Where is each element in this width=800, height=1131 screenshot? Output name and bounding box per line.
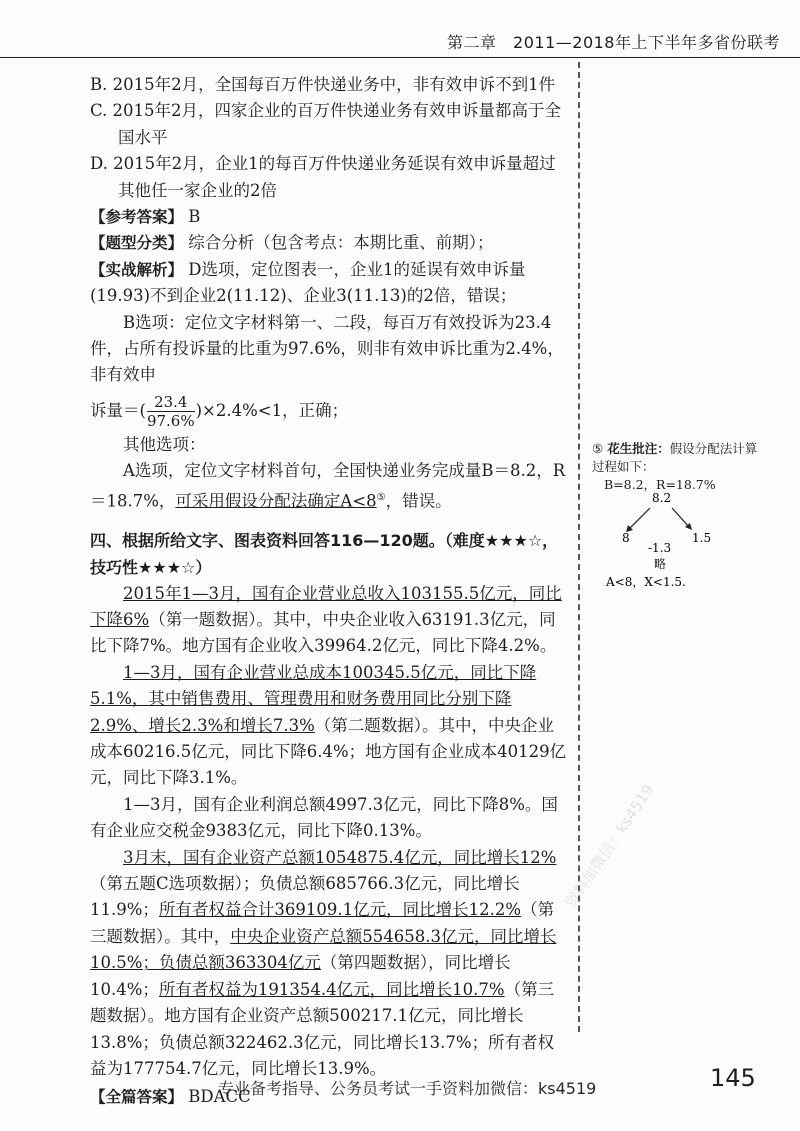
full-answer: 【全篇答案】 BDACC — [90, 1087, 251, 1107]
fraction: $\frac{23.4}{97.6\%}$ — [146, 392, 195, 430]
material-para-3: 1—3月，国有企业利润总额4997.3亿元，同比下降8%。国有企业应交税金9383亿元，同比下降0.13%。 — [90, 794, 558, 841]
option-b: B. 2015年2月，全国每百万件快递业务中，非有效申诉不到1件 — [90, 75, 556, 94]
analysis-b: B选项：定位文字材料第一、二段，每百万有效投诉为23.4件，占所有投诉量的比重为97.6%，则非有效申诉比重为2.4%，非有效申 — [90, 312, 564, 385]
diagram-arrow-left — [628, 508, 650, 530]
header-rule — [0, 57, 800, 58]
diagram-right-value: 1.5 — [692, 531, 712, 545]
footer-text: 专业备考指导、公务员考试一手资料加微信：ks4519 — [218, 1079, 597, 1098]
running-header: 第二章 2011—2018年上下半年多省份联考 — [447, 33, 780, 52]
material-para-1: 2015年1—3月，国有企业营业总收入103155.5亿元，同比下降6%（第一题数据）。其中，中央企业收入63191.3亿元，同比下降7%。地方国有企业收入39964.2亿元，同比下降4.2%。 — [90, 583, 562, 656]
side-annotation: ⑤ 花生批注：假设分配法计算过程如下： B=8.2，R=18.7% — [592, 440, 762, 494]
material-para-2: 1—3月，国有企业营业总成本100345.5亿元，同比下降5.1%，其中销售费用、管理费用和财务费用同比分别下降2.9%、增长2.3%和增长7.3%（第二题数据）。其中，中央企业成本60216.5亿元，同比下降6.4%；地方国有企业成本40129亿元，同比下降3.1%。 — [90, 662, 567, 788]
analysis-a: A选项，定位文字材料首句，全国快递业务完成量B＝8.2，R＝18.7%，可采用假设分配法确定A<8⑤，错误。 — [90, 461, 566, 511]
option-d: D. 2015年2月，企业1的每百万件快递业务延误有效申诉量超过其他任一家企业的2倍 — [90, 154, 556, 200]
question-category: 【题型分类】 综合分析（包含考点：本期比重、前期）； — [90, 233, 494, 253]
analysis-b-formula: 诉量＝( $\frac{23.4}{97.6\%}$ )×2.4%<1，正确； — [90, 392, 349, 430]
watermark: 资料加微信：ks4519 — [561, 781, 658, 912]
diagram-lue: 略 — [654, 557, 667, 571]
diagram-result: A<8，X<1.5. — [606, 575, 686, 589]
reference-answer: 【参考答案】 B — [90, 207, 201, 227]
section-title: 四、根据所给文字、图表资料回答116—120题。（难度★★★☆，技巧性★★★☆） — [90, 530, 559, 577]
side-given: B=8.2，R=18.7% — [604, 477, 716, 492]
diagram-top-value: 8.2 — [652, 491, 672, 505]
material-para-4: 3月末，国有企业资产总额1054875.4亿元，同比增长12%（第五题C选项数据）；负债总额685766.3亿元，同比增长11.9%；所有者权益合计369109.1亿元，同比增长12.2%（第三题数据）。其中，中央企业资产总额554658.3亿元，同比增长10.5%；负债总额363304亿元（第四题数据），同比增长10.4%；所有者权益为191354.4亿元，同比增长10.7%（第三题数据）。地方国有企业资产总额500217.1亿元，同比增长13.8%；负债总额322462.3亿元，同比增长13.7%；所有者权益为177754.7亿元，同比增长13.9%。 — [90, 847, 557, 1078]
analysis-d: 【实战解析】 D选项，定位图表一，企业1的延误有效申诉量(19.93)不到企业2(11.12)、企业3(11.13)的2倍，错误； — [90, 259, 526, 306]
allocation-diagram — [592, 480, 742, 590]
diagram-left-value: 8 — [622, 531, 630, 545]
diagram-arrow-right — [672, 508, 690, 528]
option-c: C. 2015年2月，四家企业的百万件快递业务有效申诉量都高于全国水平 — [90, 101, 562, 147]
main-column — [90, 72, 568, 1111]
page-number: 145 — [710, 1064, 756, 1092]
diagram-mid-value: -1.3 — [648, 541, 672, 555]
other-options-label: 其他选项： — [123, 434, 206, 454]
